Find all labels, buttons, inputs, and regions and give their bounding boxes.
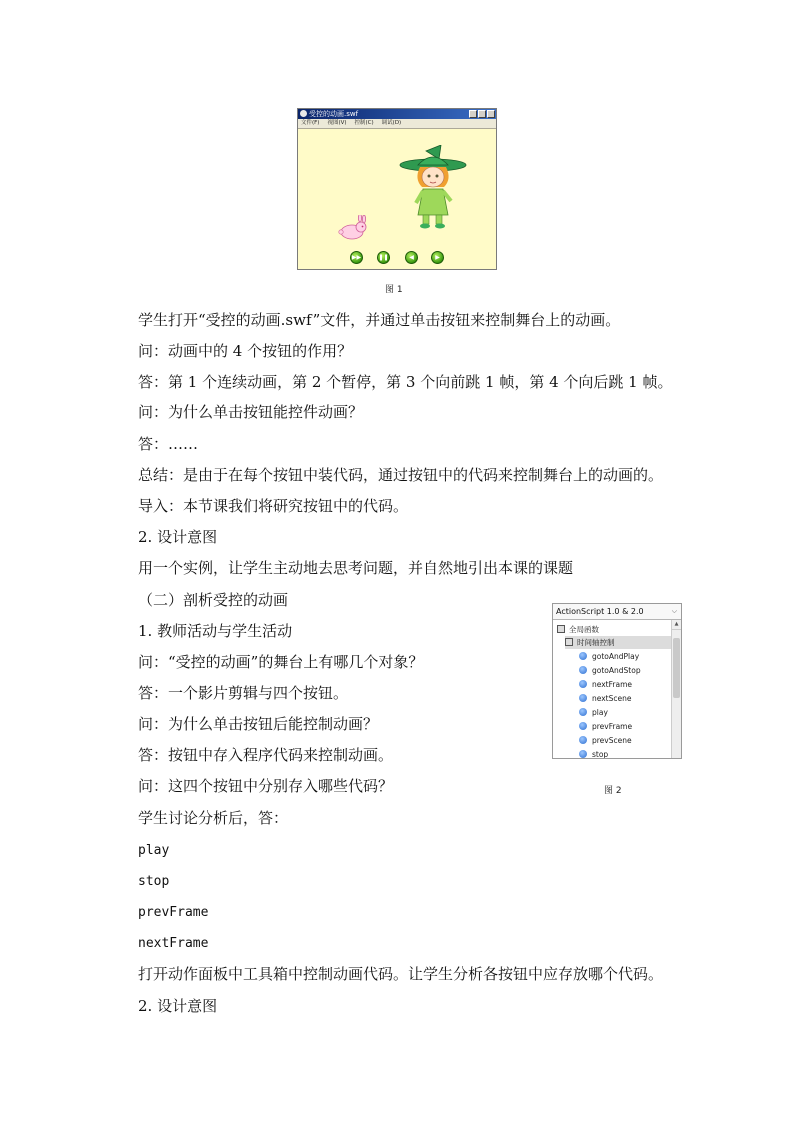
prev-frame-button[interactable]: ◀ <box>405 251 418 264</box>
flash-stage <box>298 129 496 269</box>
closing-paragraph: 打开动作面板中工具箱中控制动画代码。让学生分析各按钮中应存放哪个代码。 <box>138 965 664 983</box>
function-icon <box>579 652 587 660</box>
tree-item-gotoandstop[interactable]: gotoAndStop <box>579 664 641 677</box>
tree-folder-timeline-control[interactable]: 时间轴控制 <box>565 636 671 649</box>
paragraph-7: 导入：本节课我们将研究按钮中的代码。 <box>138 497 409 515</box>
paragraph-5: 答：…… <box>138 435 199 453</box>
paragraph-2: 问：动画中的 4 个按钮的作用？ <box>138 342 353 360</box>
paragraph-12: 问：“受控的动画”的舞台上有哪几个对象？ <box>138 653 424 671</box>
section-heading-design-intent-2: 2. 设计意图 <box>138 997 218 1015</box>
section-heading-activities: 1. 教师活动与学生活动 <box>138 622 293 640</box>
tree-item-prevscene[interactable]: prevScene <box>579 734 632 747</box>
tree-item-stop[interactable]: stop <box>579 748 608 759</box>
paragraph-3: 答：第 1 个连续动画，第 2 个暂停，第 3 个向前跳 1 帧，第 4 个向后跳 1 帧。 <box>138 373 673 391</box>
actions-toolbox-panel <box>552 603 682 759</box>
function-icon <box>579 708 587 716</box>
swf-player-window <box>297 108 497 270</box>
menu-debug[interactable]: 调试(D) <box>381 120 402 126</box>
section-heading-design-intent: 2. 设计意图 <box>138 528 218 546</box>
tree-item-nextscene[interactable]: nextScene <box>579 692 631 705</box>
tree-scrollbar[interactable] <box>671 620 681 758</box>
code-line-prevframe: prevFrame <box>138 905 209 920</box>
function-icon <box>579 750 587 758</box>
close-icon[interactable] <box>487 110 495 118</box>
chevron-down-icon: ⌵ <box>671 607 677 615</box>
flash-app-icon <box>300 110 307 117</box>
minimize-icon[interactable] <box>469 110 477 118</box>
continuous-play-button[interactable]: ▶▶ <box>350 251 363 264</box>
paragraph-9: 用一个实例，让学生主动地去思考问题，并自然地引出本课的课题 <box>138 559 574 577</box>
function-icon <box>579 680 587 688</box>
menu-file[interactable]: 文件(F) <box>301 120 320 126</box>
window-menubar <box>298 119 496 129</box>
scroll-up-icon[interactable]: ▲ <box>672 620 681 630</box>
paragraph-1: 学生打开“受控的动画.swf”文件，并通过单击按钮来控制舞台上的动画。 <box>138 311 621 329</box>
scrollbar-thumb[interactable] <box>673 638 680 698</box>
maximize-icon[interactable] <box>478 110 486 118</box>
figure2-caption: 图 2 <box>604 786 622 796</box>
folder-icon <box>565 638 573 646</box>
actionscript-version-select[interactable] <box>553 604 681 620</box>
code-line-play: play <box>138 843 170 858</box>
function-icon <box>579 736 587 744</box>
figure1-caption: 图 1 <box>385 285 403 295</box>
tree-item-prevframe[interactable]: prevFrame <box>579 720 632 733</box>
paragraph-13: 答：一个影片剪辑与四个按钮。 <box>138 684 349 702</box>
code-line-nextframe: nextFrame <box>138 936 209 951</box>
code-line-stop: stop <box>138 874 170 889</box>
function-icon <box>579 722 587 730</box>
folder-icon <box>557 625 565 633</box>
actionscript-version-value: ActionScript 1.0 & 2.0 <box>556 607 644 616</box>
tree-item-gotoandplay[interactable]: gotoAndPlay <box>579 650 639 663</box>
paragraph-4: 问：为什么单击按钮能控件动画？ <box>138 403 364 421</box>
tree-item-play[interactable]: play <box>579 706 608 719</box>
next-frame-button[interactable]: ▶ <box>431 251 444 264</box>
bunny-icon <box>336 215 370 241</box>
section-heading-analysis: （二）剖析受控的动画 <box>138 591 289 609</box>
paragraph-15: 答：按钮中存入程序代码来控制动画。 <box>138 746 394 764</box>
paragraph-6: 总结：是由于在每个按钮中装代码，通过按钮中的代码来控制舞台上的动画的。 <box>138 466 664 484</box>
actions-tree <box>553 620 671 758</box>
tree-item-nextframe[interactable]: nextFrame <box>579 678 632 691</box>
pause-button[interactable]: ❚❚ <box>377 251 390 264</box>
witch-character-icon <box>396 145 471 231</box>
paragraph-17: 学生讨论分析后，答： <box>138 809 289 827</box>
paragraph-14: 问：为什么单击按钮后能控制动画？ <box>138 715 379 733</box>
function-icon <box>579 694 587 702</box>
menu-view[interactable]: 视图(V) <box>327 120 347 126</box>
window-titlebar <box>298 109 496 119</box>
window-title: 受控的动画.swf <box>309 110 359 118</box>
menu-control[interactable]: 控制(C) <box>354 120 374 126</box>
paragraph-16: 问：这四个按钮中分别存入哪些代码？ <box>138 777 394 795</box>
tree-folder-global-functions[interactable]: 全局函数 <box>557 623 599 636</box>
function-icon <box>579 666 587 674</box>
